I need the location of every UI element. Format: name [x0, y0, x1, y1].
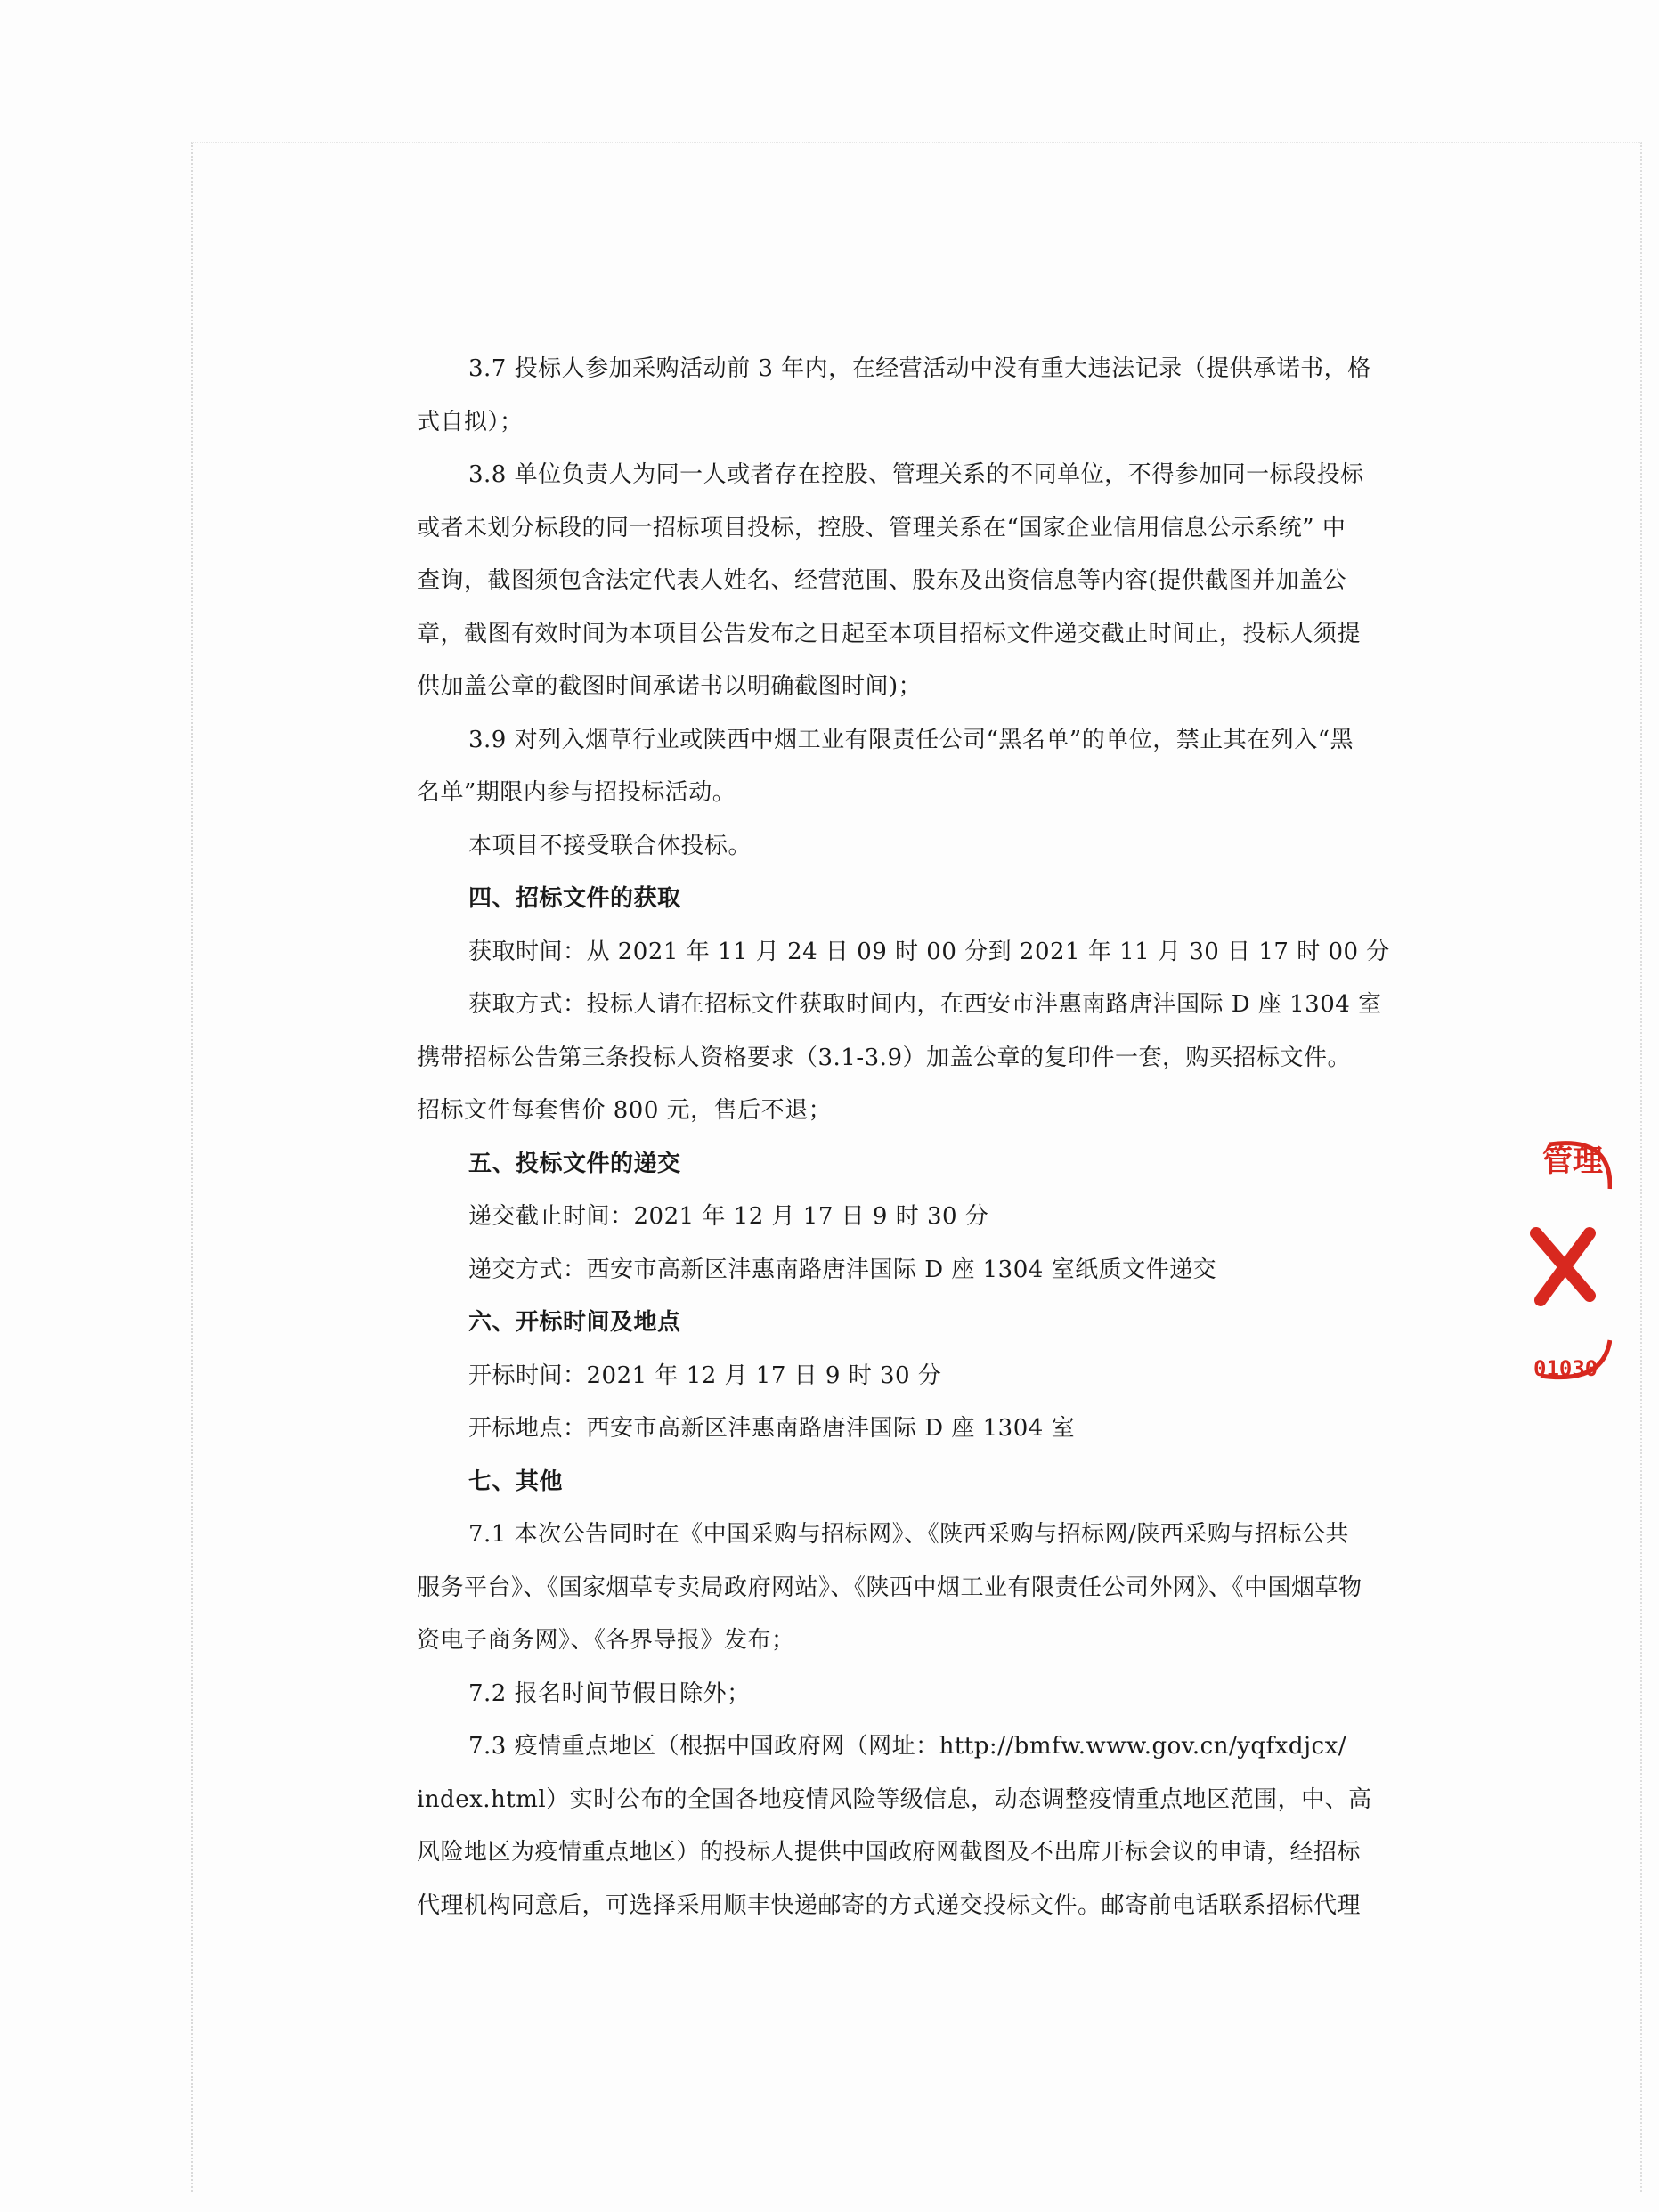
document-body — [417, 343, 1390, 1932]
text-line: 7.2 报名时间节假日除外； — [468, 1679, 751, 1707]
section-heading: 四、招标文件的获取 — [468, 885, 681, 912]
text-line: 本项目不接受联合体投标。 — [468, 832, 752, 859]
text-line: 章，截图有效时间为本项目公告发布之日起至本项目招标文件递交截止时间止，投标人须提 — [417, 620, 1362, 647]
text-line: 开标时间：2021 年 12 月 17 日 9 时 30 分 — [468, 1362, 942, 1389]
text-line: 递交方式：西安市高新区沣惠南路唐沣国际 D 座 1304 室纸质文件递交 — [468, 1256, 1217, 1283]
text-line: index.html）实时公布的全国各地疫情风险等级信息，动态调整疫情重点地区范围，中、高 — [417, 1785, 1372, 1813]
text-line: 代理机构同意后，可选择采用顺丰快递邮寄的方式递交投标文件。邮寄前电话联系招标代理 — [417, 1891, 1362, 1919]
text-line: 7.1 本次公告同时在《中国采购与招标网》、《陕西采购与招标网/陕西采购与招标公共 — [468, 1521, 1349, 1548]
text-line: 3.8 单位负责人为同一人或者存在控股、管理关系的不同单位，不得参加同一标段投标 — [468, 461, 1364, 488]
text-line: 3.9 对列入烟草行业或陕西中烟工业有限责任公司“黑名单”的单位，禁止其在列入“黑 — [468, 726, 1354, 753]
text-line: 服务平台》、《国家烟草专卖局政府网站》、《陕西中烟工业有限责任公司外网》、《中国烟草物 — [417, 1574, 1362, 1601]
text-line: 或者未划分标段的同一招标项目投标，控股、管理关系在“国家企业信用信息公示系统” 中 — [417, 514, 1346, 541]
section-heading: 五、投标文件的递交 — [468, 1150, 681, 1177]
text-line: 风险地区为疫情重点地区）的投标人提供中国政府网截图及不出席开标会议的申请，经招标 — [417, 1839, 1362, 1866]
seal-text-top: 管理 — [1542, 1143, 1603, 1179]
text-line: 名单”期限内参与招投标活动。 — [417, 779, 736, 806]
text-line: 式自拟）； — [417, 408, 524, 435]
text-line: 获取方式：投标人请在招标文件获取时间内，在西安市沣惠南路唐沣国际 D 座 1304 室 — [468, 991, 1382, 1018]
section-heading: 六、开标时间及地点 — [468, 1309, 681, 1336]
text-line: 7.3 疫情重点地区（根据中国政府网（网址：http://bmfw.www.gov.cn/yqfxdjcx/ — [468, 1733, 1347, 1760]
text-line: 递交截止时间：2021 年 12 月 17 日 9 时 30 分 — [468, 1203, 989, 1230]
text-line: 资电子商务网》、《各界导报》发布； — [417, 1627, 795, 1654]
text-line: 携带招标公告第三条投标人资格要求（3.1-3.9）加盖公章的复印件一套，购买招标文件。 — [417, 1044, 1351, 1071]
text-line: 查询，截图须包含法定代表人姓名、经营范围、股东及出资信息等内容(提供截图并加盖公 — [417, 567, 1347, 594]
text-line: 获取时间：从 2021 年 11 月 24 日 09 时 00 分到 2021 年 11 月 30 日 17 时 00 分 — [468, 938, 1390, 965]
section-heading: 七、其他 — [468, 1468, 564, 1495]
seal-stamp — [1514, 1118, 1612, 1411]
text-line: 开标地点：西安市高新区沣惠南路唐沣国际 D 座 1304 室 — [468, 1415, 1076, 1442]
seal-text-bottom: 01030 — [1533, 1356, 1598, 1381]
text-line: 招标文件每套售价 800 元，售后不退； — [417, 1097, 833, 1124]
text-line: 3.7 投标人参加采购活动前 3 年内，在经营活动中没有重大违法记录（提供承诺书，格 — [468, 355, 1371, 382]
text-line: 供加盖公章的截图时间承诺书以明确截图时间)； — [417, 673, 923, 700]
